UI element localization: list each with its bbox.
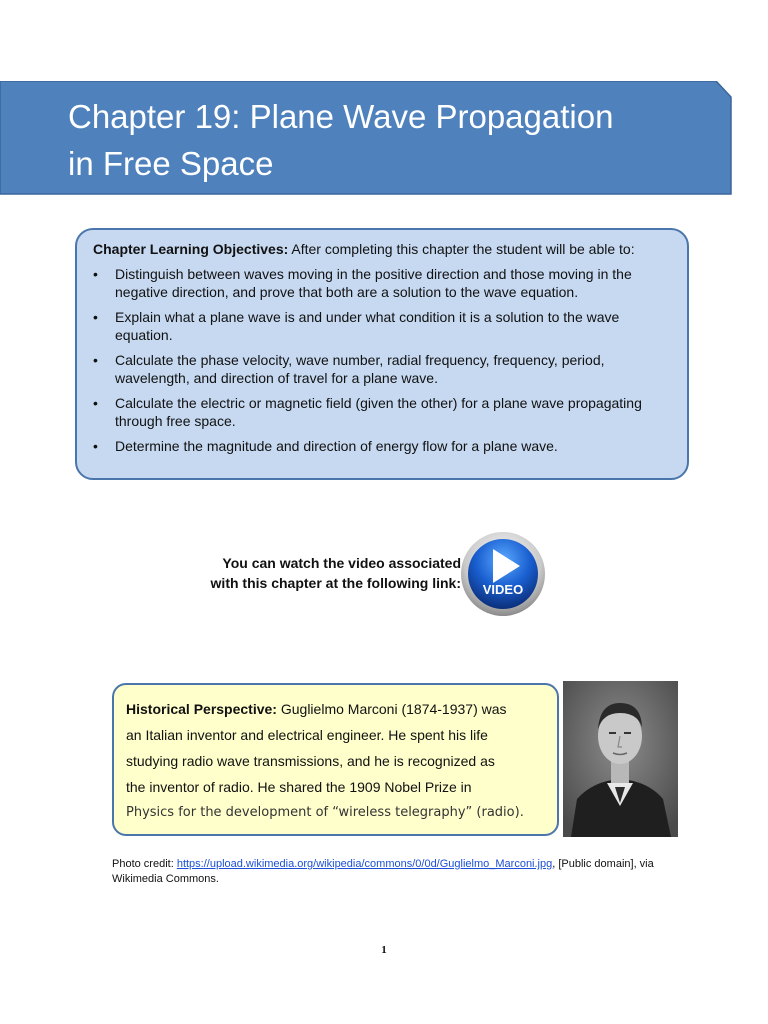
bullet-icon: •	[93, 394, 98, 411]
bullet-icon: •	[93, 308, 98, 325]
objectives-heading: Chapter Learning Objectives:	[93, 241, 289, 257]
video-button-label: VIDEO	[482, 582, 524, 597]
objective-item	[93, 351, 673, 388]
bullet-icon: •	[93, 265, 98, 282]
credit-prefix: Photo credit:	[112, 858, 177, 870]
learning-objectives-box	[75, 228, 689, 480]
video-text-line-1: You can watch the video associated	[222, 555, 461, 571]
video-button[interactable]	[460, 531, 546, 617]
history-heading: Historical Perspective:	[126, 701, 277, 717]
objectives-intro	[93, 240, 673, 259]
chapter-title-line-2: in Free Space	[68, 145, 274, 182]
video-play-icon	[460, 531, 546, 617]
video-text-line-2: with this chapter at the following link:	[210, 575, 461, 591]
credit-link[interactable]: https://upload.wikimedia.org/wikipedia/commons/0/0d/Guglielmo_Marconi.jpg	[176, 858, 553, 870]
objective-item	[93, 394, 673, 431]
objective-text: Calculate the electric or magnetic field (given the other) for a plane wave propagating through free space.	[115, 394, 642, 429]
history-line-2: an Italian inventor and electrical engineer. He spent his life	[126, 727, 488, 743]
credit-suffix: , [Public domain], via Wikimedia Commons.	[112, 858, 654, 885]
objective-item	[93, 265, 673, 302]
photo-credit	[112, 857, 672, 887]
historical-perspective-box	[112, 683, 559, 836]
marconi-portrait-image	[563, 681, 678, 837]
objective-text: Distinguish between waves moving in the positive direction and those moving in the negative direction, and prove that both are a solution to the wave equation.	[115, 265, 632, 300]
history-line-1	[126, 696, 545, 722]
objective-text: Determine the magnitude and direction of energy flow for a plane wave.	[115, 437, 558, 454]
history-line-3: studying radio wave transmissions, and he is recognized as	[126, 753, 495, 769]
page-number: 1	[381, 944, 387, 956]
history-line-5: Physics for the development of “wireless telegraphy” (radio).	[126, 805, 524, 820]
objectives-intro-text: After completing this chapter the student will be able to:	[291, 241, 635, 257]
objectives-list	[93, 265, 673, 456]
bullet-icon: •	[93, 437, 98, 454]
history-line-1-text: Guglielmo Marconi (1874-1937) was	[280, 701, 507, 717]
chapter-title	[68, 93, 708, 187]
history-line-4: the inventor of radio. He shared the 1909 Nobel Prize in	[126, 779, 472, 795]
objective-item	[93, 308, 673, 345]
objective-item	[93, 437, 673, 456]
bullet-icon: •	[93, 351, 98, 368]
chapter-title-line-1: Chapter 19: Plane Wave Propagation	[68, 98, 614, 135]
video-link-text	[186, 553, 461, 593]
objective-text: Explain what a plane wave is and under what condition it is a solution to the wave equation.	[115, 308, 620, 343]
objective-text: Calculate the phase velocity, wave number, radial frequency, frequency, period, wavelength, and direction of travel for a plane wave.	[115, 351, 605, 386]
